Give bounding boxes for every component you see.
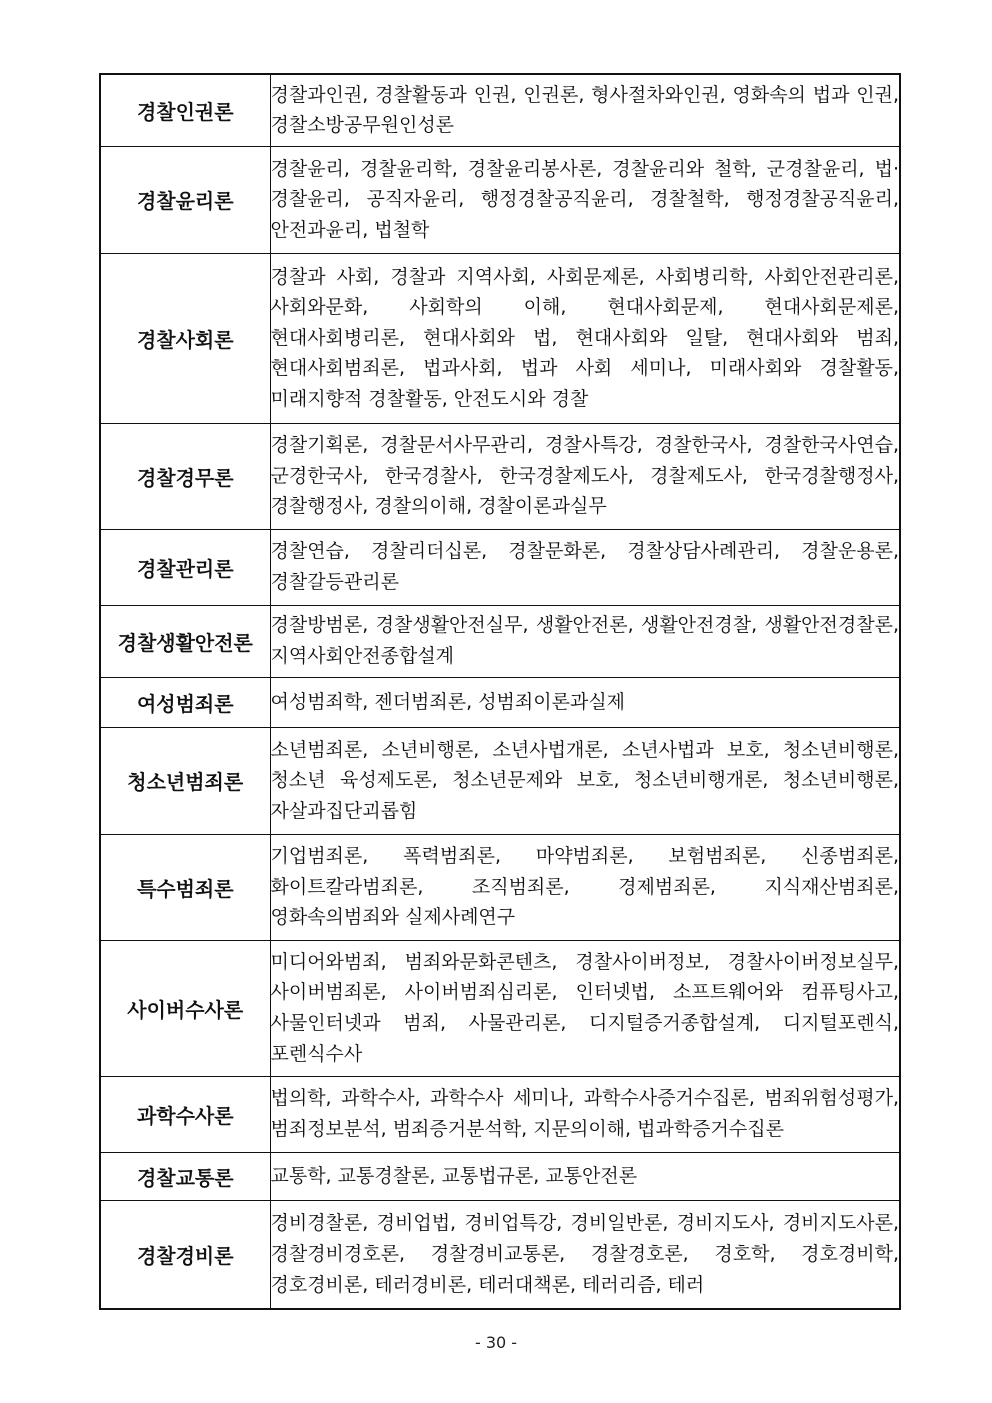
courses-cell <box>270 940 900 1076</box>
courses-cell <box>270 253 900 423</box>
courses-text: 여성범죄학, 젠더범죄론, 성범죄이론과실제 <box>270 690 626 713</box>
table-row <box>100 1076 900 1152</box>
table-row <box>100 834 900 940</box>
subject-cell: 특수범죄론 <box>100 834 270 940</box>
courses-text: 교통학, 교통경찰론, 교통법규론, 교통안전론 <box>270 1164 638 1187</box>
subject-cell: 경찰생활안전론 <box>100 605 270 677</box>
courses-text: 경찰과인권, 경찰활동과 인권, 인권론, 형사절차와인권, 영화속의 법과 인권, 경찰소방공무원인성론 <box>270 83 899 137</box>
table-row <box>100 605 900 677</box>
table-row <box>100 529 900 605</box>
table-row <box>100 1200 900 1309</box>
table-row <box>100 146 900 253</box>
table-row <box>100 940 900 1076</box>
courses-cell <box>270 677 900 727</box>
courses-cell <box>270 1076 900 1152</box>
course-table <box>99 73 901 1310</box>
subject-cell: 경찰사회론 <box>100 253 270 423</box>
subject-cell: 경찰인권론 <box>100 74 270 146</box>
subject-cell: 과학수사론 <box>100 1076 270 1152</box>
courses-text: 미디어와범죄, 범죄와문화콘텐츠, 경찰사이버정보, 경찰사이버정보실무, 사이버범죄론, 사이버범죄심리론, 인터넷법, 소프트웨어와 컴퓨팅사고, 사물인터넷과 범죄, 사물관리론, 디지털증거종합설계, 디지털포렌식, 포렌식수사 <box>270 950 899 1065</box>
courses-text: 경찰방범론, 경찰생활안전실무, 생활안전론, 생활안전경찰, 생활안전경찰론, 지역사회안전종합설계 <box>270 614 899 667</box>
subject-cell: 사이버수사론 <box>100 940 270 1076</box>
table-row <box>100 423 900 529</box>
page-number: - 30 - <box>474 1333 518 1352</box>
subject-cell: 경찰윤리론 <box>100 146 270 253</box>
courses-text: 경비경찰론, 경비업법, 경비업특강, 경비일반론, 경비지도사, 경비지도사론, 경찰경비경호론, 경찰경비교통론, 경찰경호론, 경호학, 경호경비학, 경호경비론, 테러경비론, 테러대책론, 테러리즘, 테러 <box>270 1212 899 1296</box>
table-row <box>100 1152 900 1200</box>
courses-cell <box>270 605 900 677</box>
courses-cell <box>270 1152 900 1200</box>
table-row <box>100 74 900 146</box>
courses-cell <box>270 146 900 253</box>
table-row <box>100 677 900 727</box>
courses-cell <box>270 1200 900 1309</box>
subject-cell: 경찰경비론 <box>100 1200 270 1309</box>
table-row <box>100 727 900 834</box>
courses-cell <box>270 423 900 529</box>
table-row <box>100 253 900 423</box>
courses-text: 법의학, 과학수사, 과학수사 세미나, 과학수사증거수집론, 범죄위험성평가, 범죄정보분석, 범죄증거분석학, 지문의이해, 법과학증거수집론 <box>270 1087 899 1140</box>
courses-cell <box>270 727 900 834</box>
courses-cell <box>270 529 900 605</box>
subject-cell: 청소년범죄론 <box>100 727 270 834</box>
subject-cell: 여성범죄론 <box>100 677 270 727</box>
courses-text: 기업범죄론, 폭력범죄론, 마약범죄론, 보험범죄론, 신종범죄론, 화이트칼라범죄론, 조직범죄론, 경제범죄론, 지식재산범죄론, 영화속의범죄와 실제사례연구 <box>270 845 899 929</box>
courses-text: 경찰윤리, 경찰윤리학, 경찰윤리봉사론, 경찰윤리와 철학, 군경찰윤리, 법·경찰윤리, 공직자윤리, 행정경찰공직윤리, 경찰철학, 행정경찰공직윤리, 안전과윤리, 법철학 <box>270 157 899 241</box>
subject-cell: 경찰관리론 <box>100 529 270 605</box>
subject-cell: 경찰경무론 <box>100 423 270 529</box>
courses-cell <box>270 74 900 146</box>
courses-text: 소년범죄론, 소년비행론, 소년사법개론, 소년사법과 보호, 청소년비행론, 청소년 육성제도론, 청소년문제와 보호, 청소년비행개론, 청소년비행론, 자살과집단괴롭힘 <box>270 738 899 822</box>
courses-text: 경찰과 사회, 경찰과 지역사회, 사회문제론, 사회병리학, 사회안전관리론, 사회와문화, 사회학의 이해, 현대사회문제, 현대사회문제론, 현대사회병리론, 현대사회와 법, 현대사회와 일탈, 현대사회와 범죄, 현대사회범죄론, 법과사회, 법과 사회 세미나, 미래사회와 경찰활동, 미래지향적 경찰활동, 안전도시와 경찰 <box>270 265 899 410</box>
courses-text: 경찰연습, 경찰리더십론, 경찰문화론, 경찰상담사례관리, 경찰운용론, 경찰갈등관리론 <box>270 540 899 593</box>
courses-cell <box>270 834 900 940</box>
subject-cell: 경찰교통론 <box>100 1152 270 1200</box>
courses-text: 경찰기획론, 경찰문서사무관리, 경찰사특강, 경찰한국사, 경찰한국사연습, 군경한국사, 한국경찰사, 한국경찰제도사, 경찰제도사, 한국경찰행정사, 경찰행정사, 경찰의이해, 경찰이론과실무 <box>270 434 899 518</box>
